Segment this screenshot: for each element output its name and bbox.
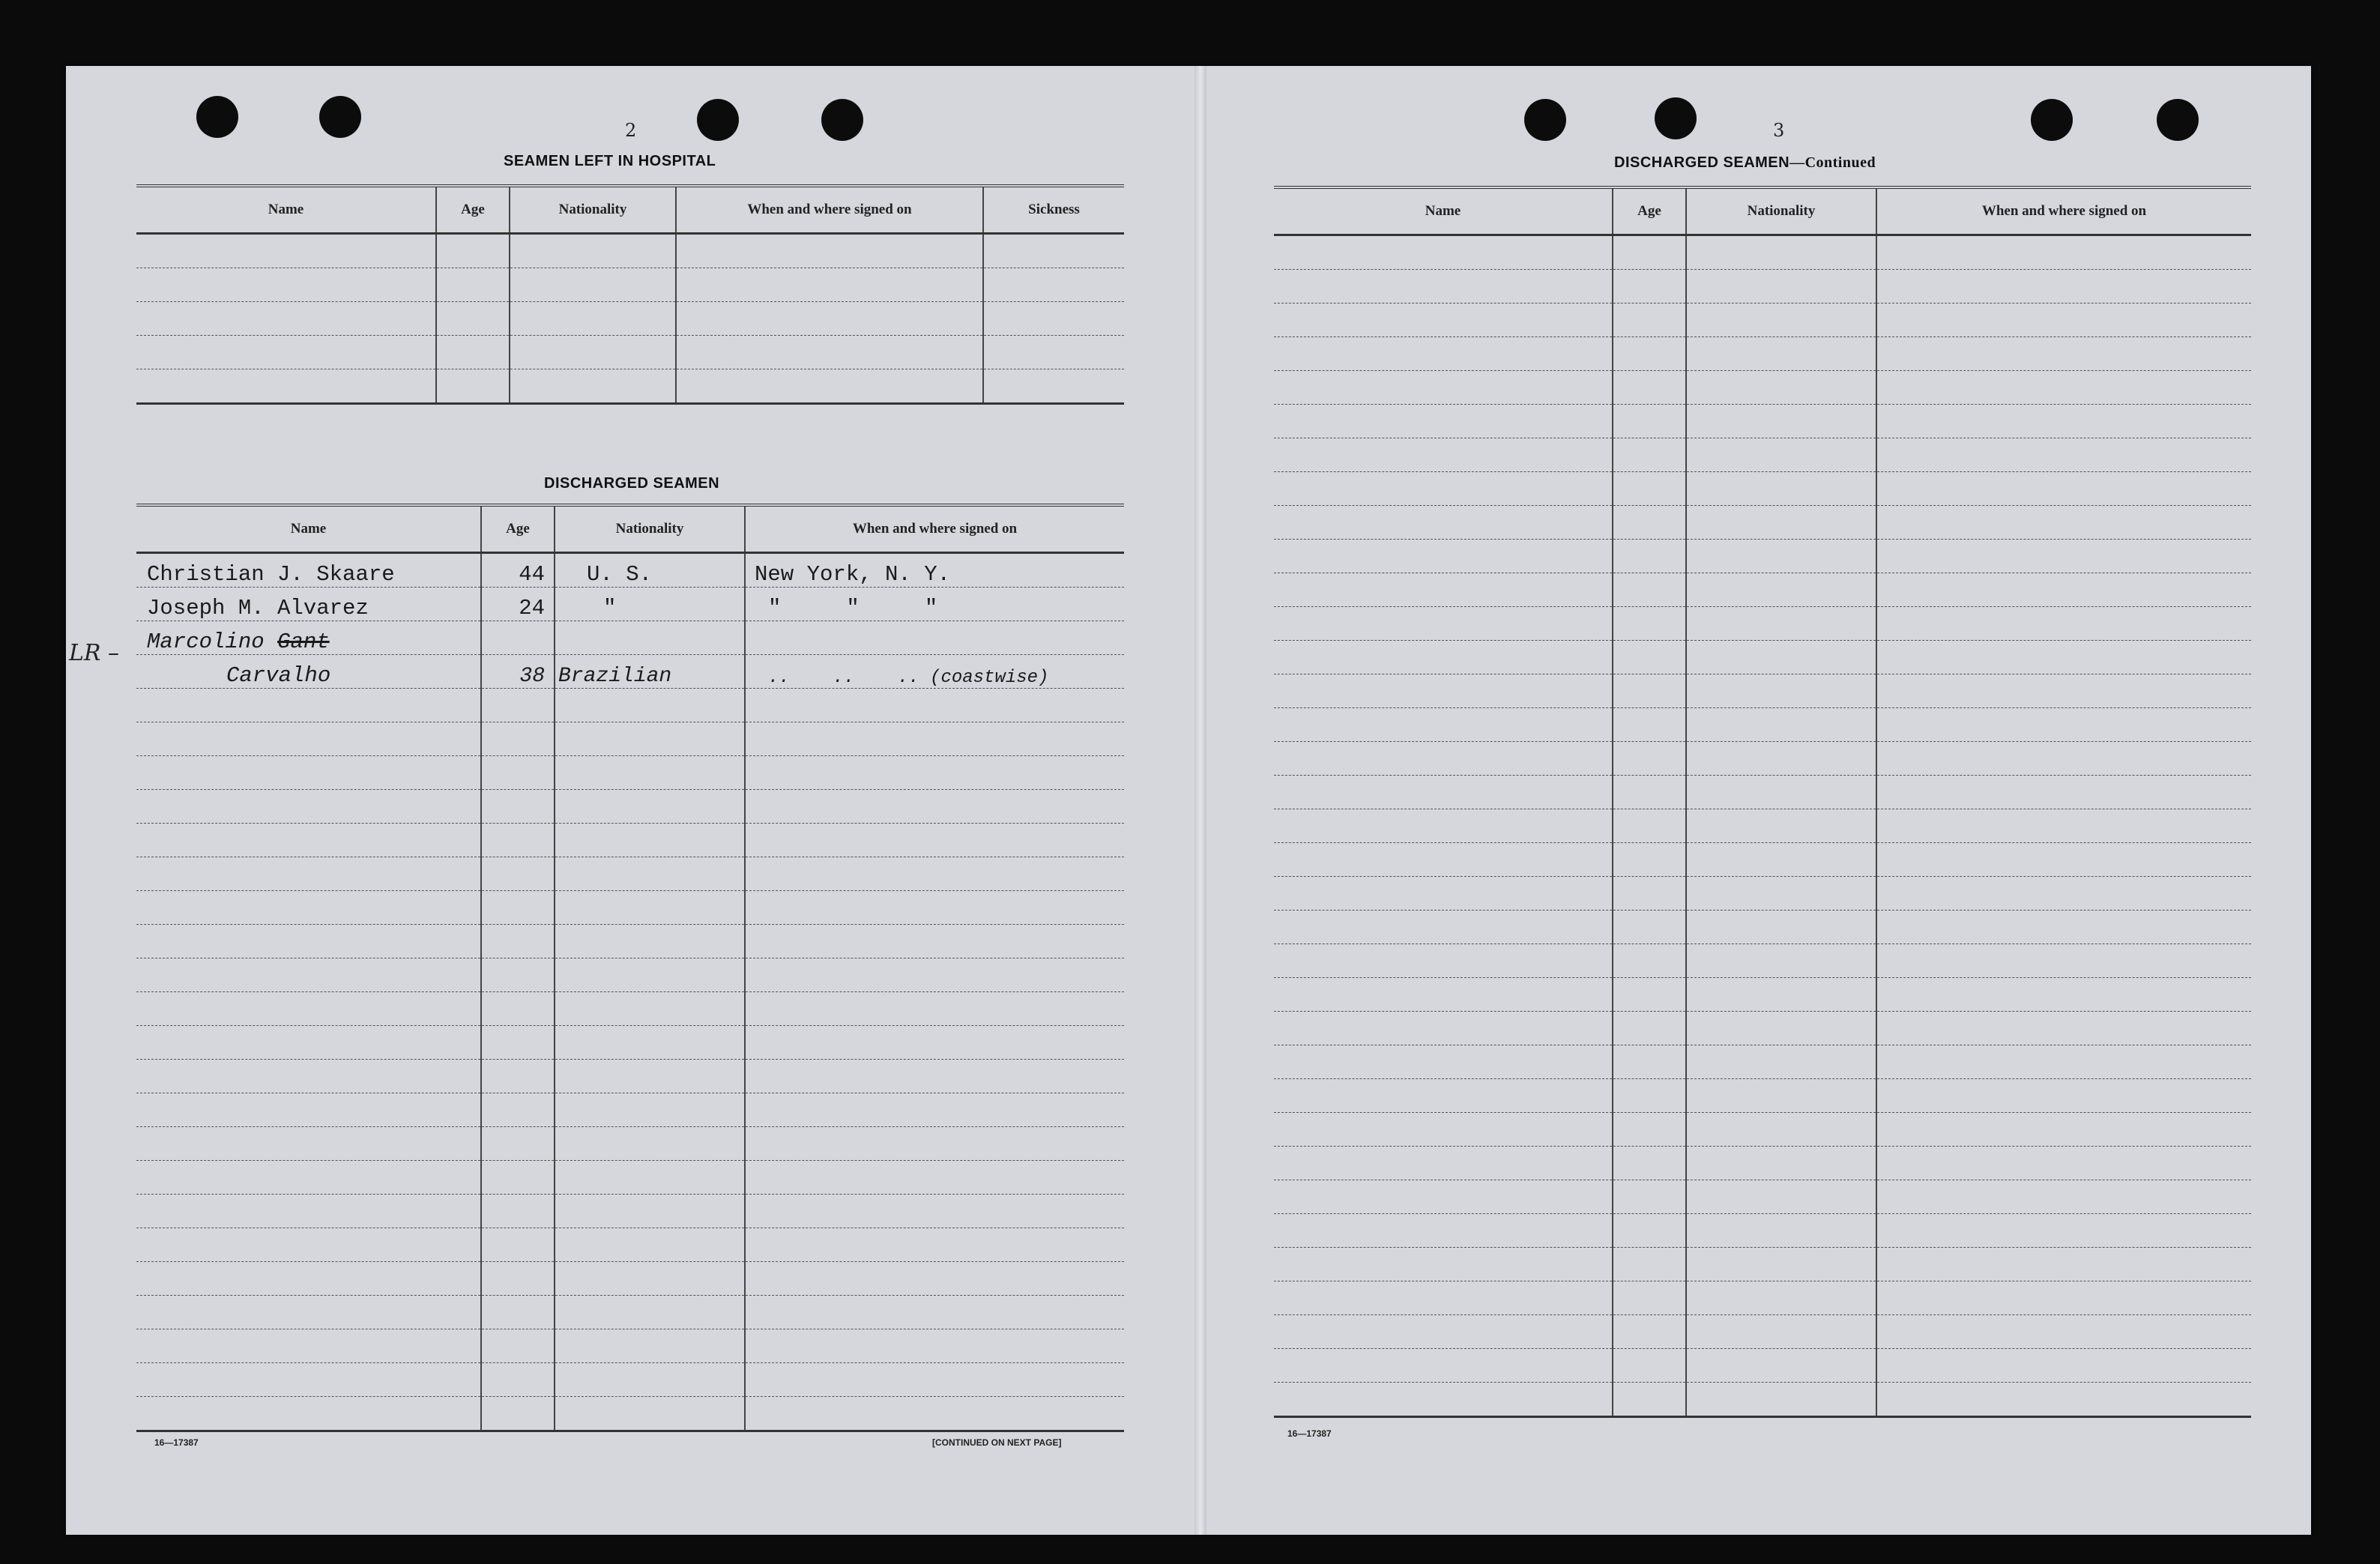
table-row (136, 268, 1124, 302)
table-row (1274, 1248, 2251, 1281)
table-row (136, 1161, 1124, 1195)
punch-hole (821, 99, 863, 141)
table-row (1274, 978, 2251, 1012)
table-row (136, 1060, 1124, 1093)
table-row (1274, 944, 2251, 978)
table-row (1274, 1113, 2251, 1147)
page-fold (1194, 66, 1206, 1535)
table-row (1274, 371, 2251, 405)
seaman-age: 24 (481, 588, 555, 621)
table-row (136, 1296, 1124, 1329)
form-number-left: 16—17387 (154, 1437, 199, 1448)
table-row (1274, 304, 2251, 337)
table-row (1274, 1349, 2251, 1383)
seaman-nationality: Brazilian (555, 655, 745, 689)
table-row (136, 1195, 1124, 1228)
column-header-sickness: Sickness (983, 186, 1124, 234)
table-row (1274, 235, 2251, 270)
page-number-right: 3 (1773, 120, 1785, 141)
seaman-name (136, 621, 481, 655)
column-header-signed-on: When and where signed on (745, 505, 1124, 553)
table-row (136, 722, 1124, 756)
punch-hole (319, 96, 361, 138)
hospital-table (136, 184, 1124, 405)
column-header-name: Name (1274, 187, 1613, 235)
table-row (1274, 506, 2251, 540)
table-row (1274, 742, 2251, 776)
table-row (136, 958, 1124, 992)
column-header-nationality: Nationality (1686, 187, 1876, 235)
column-header-age: Age (1613, 187, 1686, 235)
table-row (136, 756, 1124, 790)
table-row (1274, 911, 2251, 944)
seaman-nationality: U. S. (555, 553, 745, 588)
table-row (1274, 337, 2251, 371)
discharged-continued-table (1274, 186, 2251, 1418)
punch-hole (2157, 99, 2199, 141)
seaman-name: Carvalho (136, 655, 481, 689)
column-header-name: Name (136, 186, 436, 234)
punch-hole (196, 96, 238, 138)
table-row (136, 1363, 1124, 1397)
discharged-table (136, 504, 1124, 1432)
table-row (1274, 1315, 2251, 1349)
table-row (1274, 843, 2251, 877)
continued-note: [CONTINUED ON NEXT PAGE] (932, 1437, 1062, 1448)
table-row (1274, 809, 2251, 843)
table-row (136, 302, 1124, 336)
struck-out-name: Gant (277, 629, 330, 654)
form-number-right: 16—17387 (1287, 1428, 1332, 1439)
page-number-left: 2 (625, 120, 637, 141)
table-row (136, 689, 1124, 722)
table-row (136, 234, 1124, 268)
table-row (1274, 540, 2251, 573)
table-row (1274, 1045, 2251, 1079)
column-header-signed-on: When and where signed on (1876, 187, 2251, 235)
column-header-signed-on: When and where signed on (676, 186, 983, 234)
table-row (136, 1397, 1124, 1431)
table-row (136, 621, 1124, 655)
punch-hole (1655, 97, 1697, 139)
table-row (136, 336, 1124, 369)
column-header-name: Name (136, 505, 481, 553)
seaman-signed-on: .. .. .. (coastwise) (745, 655, 1124, 689)
table-row (136, 655, 1124, 689)
column-header-age: Age (481, 505, 555, 553)
table-row (136, 857, 1124, 891)
table-row (1274, 776, 2251, 809)
table-row (1274, 270, 2251, 304)
table-row (1274, 405, 2251, 438)
table-row (1274, 1012, 2251, 1045)
discharged-continued-title-text: DISCHARGED SEAMEN (1614, 154, 1790, 171)
table-row (136, 1127, 1124, 1161)
table-row (1274, 1214, 2251, 1248)
punch-hole (1524, 99, 1566, 141)
continued-suffix: —Continued (1789, 154, 1876, 171)
table-row (1274, 472, 2251, 506)
table-row (136, 992, 1124, 1026)
table-row (136, 1329, 1124, 1363)
table-row (136, 1093, 1124, 1127)
discharged-continued-title (1614, 154, 1876, 172)
handwritten-first-name: Marcolino (147, 629, 265, 654)
seaman-signed-on: " " " (745, 588, 1124, 621)
table-row (1274, 1180, 2251, 1214)
table-row (136, 1228, 1124, 1262)
column-header-nationality: Nationality (555, 505, 745, 553)
seaman-signed-on: New York, N. Y. (745, 553, 1124, 588)
margin-annotation: LR – (69, 640, 120, 666)
column-header-nationality: Nationality (510, 186, 676, 234)
table-row (136, 824, 1124, 857)
table-row (1274, 1281, 2251, 1315)
table-row (136, 588, 1124, 621)
table-row (136, 553, 1124, 588)
table-row (136, 790, 1124, 824)
table-row (1274, 674, 2251, 708)
punch-hole (2031, 99, 2073, 141)
table-row (1274, 708, 2251, 742)
seaman-age: 38 (481, 655, 555, 689)
table-row (1274, 641, 2251, 674)
table-row (136, 925, 1124, 958)
seaman-name: Christian J. Skaare (136, 553, 481, 588)
table-row (1274, 1383, 2251, 1417)
discharged-section-title: DISCHARGED SEAMEN (544, 475, 720, 492)
table-row (136, 891, 1124, 925)
table-row (1274, 573, 2251, 607)
hospital-section-title: SEAMEN LEFT IN HOSPITAL (504, 153, 716, 169)
table-row (1274, 1079, 2251, 1113)
seaman-age: 44 (481, 553, 555, 588)
table-row (1274, 607, 2251, 641)
table-row (136, 369, 1124, 404)
table-row (136, 1262, 1124, 1296)
table-row (136, 1026, 1124, 1060)
table-row (1274, 438, 2251, 472)
seaman-name: Joseph M. Alvarez (136, 588, 481, 621)
punch-hole (697, 99, 739, 141)
table-row (1274, 877, 2251, 911)
seaman-nationality: " (555, 588, 745, 621)
table-row (1274, 1147, 2251, 1180)
column-header-age: Age (436, 186, 510, 234)
